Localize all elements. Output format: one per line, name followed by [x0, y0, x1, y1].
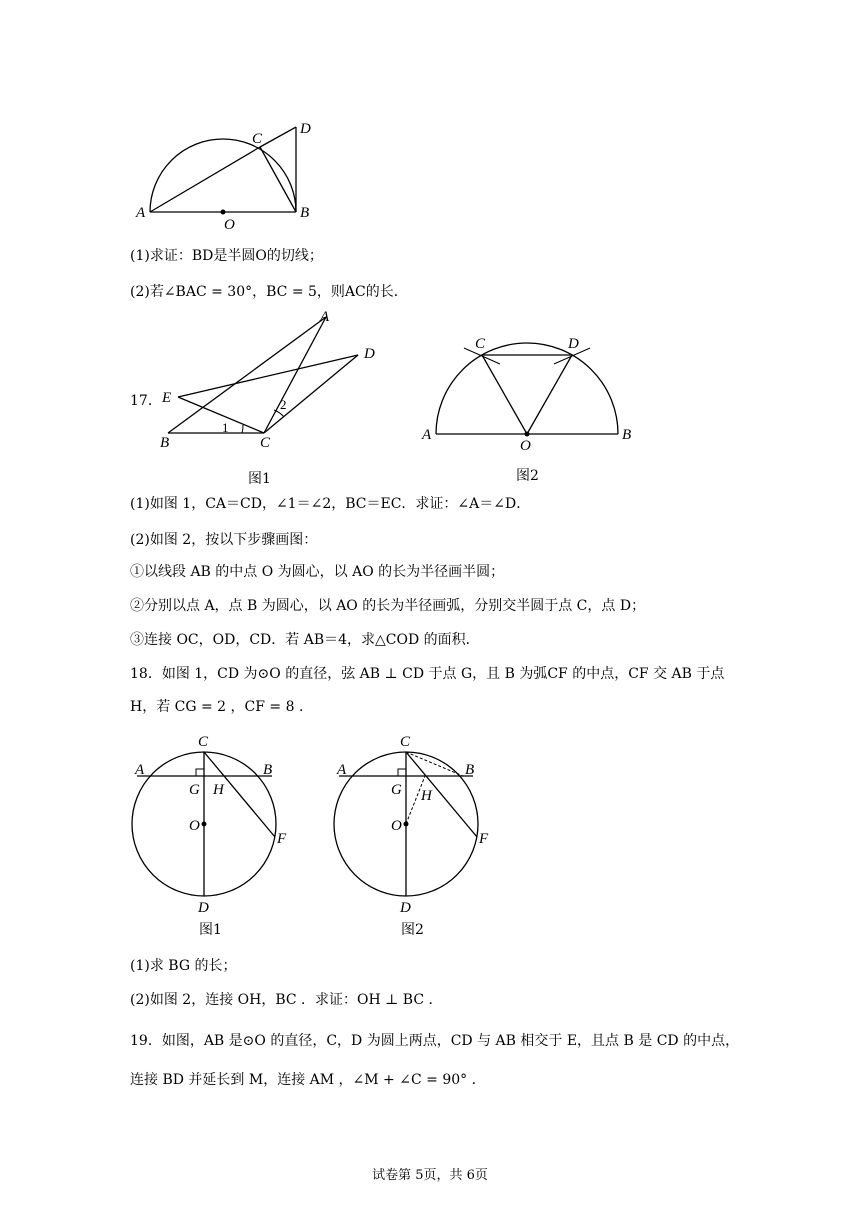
- label-A: A: [320, 309, 330, 325]
- label-D: D: [300, 121, 311, 137]
- figure-q18-1: [125, 730, 305, 940]
- label-B: B: [465, 762, 475, 778]
- label-C: C: [260, 435, 271, 451]
- q17-fig2-caption: 图2: [516, 468, 539, 484]
- label-O: O: [391, 818, 402, 834]
- q19-line2: 连接 BD 并延长到 M，连接 AM ，∠M + ∠C = 90° ．: [130, 1072, 486, 1088]
- q16-part2: (2)若∠BAC = 30°，BC = 5，则AC的长．: [130, 284, 408, 300]
- figure-q18-2: [325, 730, 505, 940]
- q17-step2: ②分别以点 A，点 B 为圆心，以 AO 的长为半径画弧，分别交半圆于点 C，点 D；: [130, 598, 646, 614]
- label-B: B: [160, 435, 170, 451]
- label-O: O: [224, 217, 235, 233]
- q18-line1: 18．如图 1，CD 为⊙O 的直径，弦 AB ⊥ CD 于点 G，且 B 为弧CF 的中点，CF 交 AB 于点: [130, 666, 725, 682]
- q18-fig1-caption: 图1: [199, 922, 222, 938]
- label-D: D: [568, 336, 579, 352]
- q18-line2: H，若 CG = 2 ，CF = 8 ．: [130, 699, 313, 715]
- label-O: O: [520, 438, 531, 454]
- label-G: G: [391, 782, 402, 798]
- label-B: B: [300, 205, 310, 221]
- q17-part2: (2)如图 2，按以下步骤画图：: [130, 532, 318, 548]
- label-B: B: [622, 427, 632, 443]
- label-C: C: [252, 131, 263, 147]
- q18-part1: (1)求 BG 的长；: [130, 958, 237, 974]
- label-C: C: [400, 734, 411, 750]
- label-E: E: [162, 390, 172, 406]
- figure-q17-2: [420, 330, 640, 485]
- q18-fig2-caption: 图2: [401, 922, 424, 938]
- label-A: A: [135, 762, 145, 778]
- figure-q17-1: [150, 305, 390, 485]
- label-F: F: [277, 831, 287, 847]
- angle-2: 2: [280, 397, 287, 412]
- label-O: O: [189, 818, 200, 834]
- angle-1: 1: [222, 420, 229, 435]
- label-G: G: [189, 782, 200, 798]
- label-C: C: [198, 734, 209, 750]
- label-D: D: [198, 900, 209, 916]
- label-B: B: [263, 762, 273, 778]
- label-A: A: [337, 762, 347, 778]
- label-H: H: [421, 788, 432, 804]
- q17-number: 17．: [130, 393, 162, 409]
- label-H: H: [213, 782, 224, 798]
- label-F: F: [479, 831, 489, 847]
- q16-part1: (1)求证：BD是半圆O的切线；: [130, 248, 323, 264]
- q19-line1: 19．如图，AB 是⊙O 的直径，C，D 为圆上两点，CD 与 AB 相交于 E，且点 B 是 CD 的中点，: [130, 1033, 740, 1049]
- label-C: C: [475, 336, 486, 352]
- q17-part1: (1)如图 1，CA＝CD，∠1＝∠2，BC＝EC．求证：∠A＝∠D．: [130, 496, 531, 512]
- label-A: A: [422, 427, 432, 443]
- label-D: D: [364, 346, 375, 362]
- q17-fig1-caption: 图1: [248, 471, 271, 485]
- label-D: D: [400, 900, 411, 916]
- q18-part2: (2)如图 2，连接 OH，BC ．求证：OH ⊥ BC ．: [130, 992, 443, 1008]
- q17-step3: ③连接 OC，OD，CD．若 AB＝4，求△COD 的面积．: [130, 632, 480, 648]
- page-footer: 试卷第 5页，共 6页: [372, 1168, 488, 1183]
- label-A: A: [136, 205, 146, 221]
- q17-step1: ①以线段 AB 的中点 O 为圆心，以 AO 的长为半径画半圆；: [130, 564, 505, 580]
- figure-q16: [130, 115, 330, 235]
